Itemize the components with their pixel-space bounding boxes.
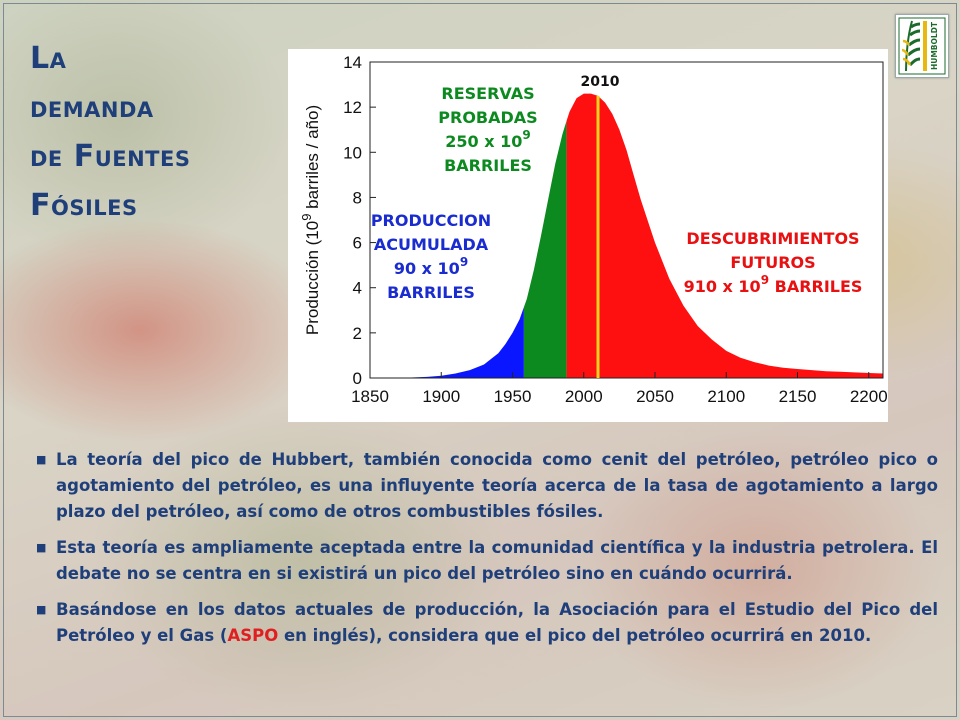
hubbert-chart	[288, 49, 888, 422]
y-tick-label: 2	[352, 323, 362, 343]
y-tick-label: 14	[343, 53, 362, 72]
y-tick-label: 8	[352, 188, 362, 208]
bullet-text: Esta teoría es ampliamente aceptada entre la comunidad científica y la industria petrolera. El debate no se centra en si existirá un pico del petróleo sino en cuándo ocurrirá.	[56, 538, 938, 583]
x-tick-label: 1950	[493, 387, 532, 406]
marker-2010-label: 2010	[580, 73, 620, 90]
bullet-item	[36, 535, 938, 587]
x-tick-label: 2200	[849, 387, 888, 406]
x-tick-label: 2050	[636, 387, 674, 406]
square-bullet-icon: ■	[36, 541, 47, 554]
x-tick-label: 2000	[564, 387, 603, 406]
x-tick-label: 1900	[422, 387, 461, 406]
annotation-produced-line: PRODUCCION	[370, 211, 492, 230]
bullet-item	[36, 597, 938, 649]
annotation-reserves-line: BARRILES	[444, 156, 532, 175]
title-line-3: de Fuentes	[30, 139, 191, 174]
title-line-2: demanda	[30, 90, 154, 125]
title-line-1: La	[30, 41, 67, 76]
annotation-reserves-line: PROBADAS	[438, 108, 538, 127]
y-tick-label: 10	[343, 143, 362, 163]
annotation-produced-line: BARRILES	[387, 283, 475, 302]
square-bullet-icon: ■	[36, 603, 47, 616]
y-tick-label: 0	[352, 369, 362, 388]
bullet-list	[36, 447, 938, 659]
y-tick-label: 6	[352, 233, 362, 253]
y-tick-label: 4	[352, 278, 362, 298]
bullet-text: La teoría del pico de Hubbert, también conocida como cenit del petróleo, petróleo pico o agotamiento del petróleo, es una influyente teoría acerca de la tasa de agotamiento a largo plazo del petróleo, así como de otros combustibles fósiles.	[56, 450, 938, 521]
annotation-future-line: FUTUROS	[730, 253, 816, 272]
annotation-future-line: 910 x $10^9$ BARRILES	[683, 273, 863, 296]
aspo-link[interactable]: ASPO	[227, 626, 279, 645]
annotation-reserves-line: RESERVAS	[441, 84, 535, 103]
annotation-reserves-line: 250 x $10^9$	[445, 128, 531, 151]
bullet-item	[36, 447, 938, 525]
area-produced	[370, 307, 524, 378]
x-tick-label: 1850	[351, 387, 389, 406]
chart-svg	[288, 49, 888, 422]
x-tick-label: 2150	[778, 387, 817, 406]
logo-text: HUMBOLDT	[930, 18, 939, 70]
square-bullet-icon: ■	[36, 453, 47, 466]
title-line-4: Fósiles	[30, 188, 138, 223]
bullet-text-end: en inglés), considera que el pico del petróleo ocurrirá en 2010.	[278, 626, 872, 645]
humboldt-logo	[895, 14, 949, 78]
x-tick-label: 2100	[707, 387, 746, 406]
y-axis-label: Producción ($10^9$ barriles / año)	[299, 104, 322, 336]
annotation-future-line: DESCUBRIMIENTOS	[686, 229, 860, 248]
annotation-produced-line: 90 x $10^9$	[393, 255, 469, 278]
bullet-text-start: Basándose en los datos actuales de producción, la Asociación para el Estudio del Pico del Petróleo y el Gas (	[56, 600, 938, 645]
slide-title	[30, 34, 290, 230]
annotation-produced-line: ACUMULADA	[373, 235, 489, 254]
y-tick-label: 12	[343, 98, 362, 118]
